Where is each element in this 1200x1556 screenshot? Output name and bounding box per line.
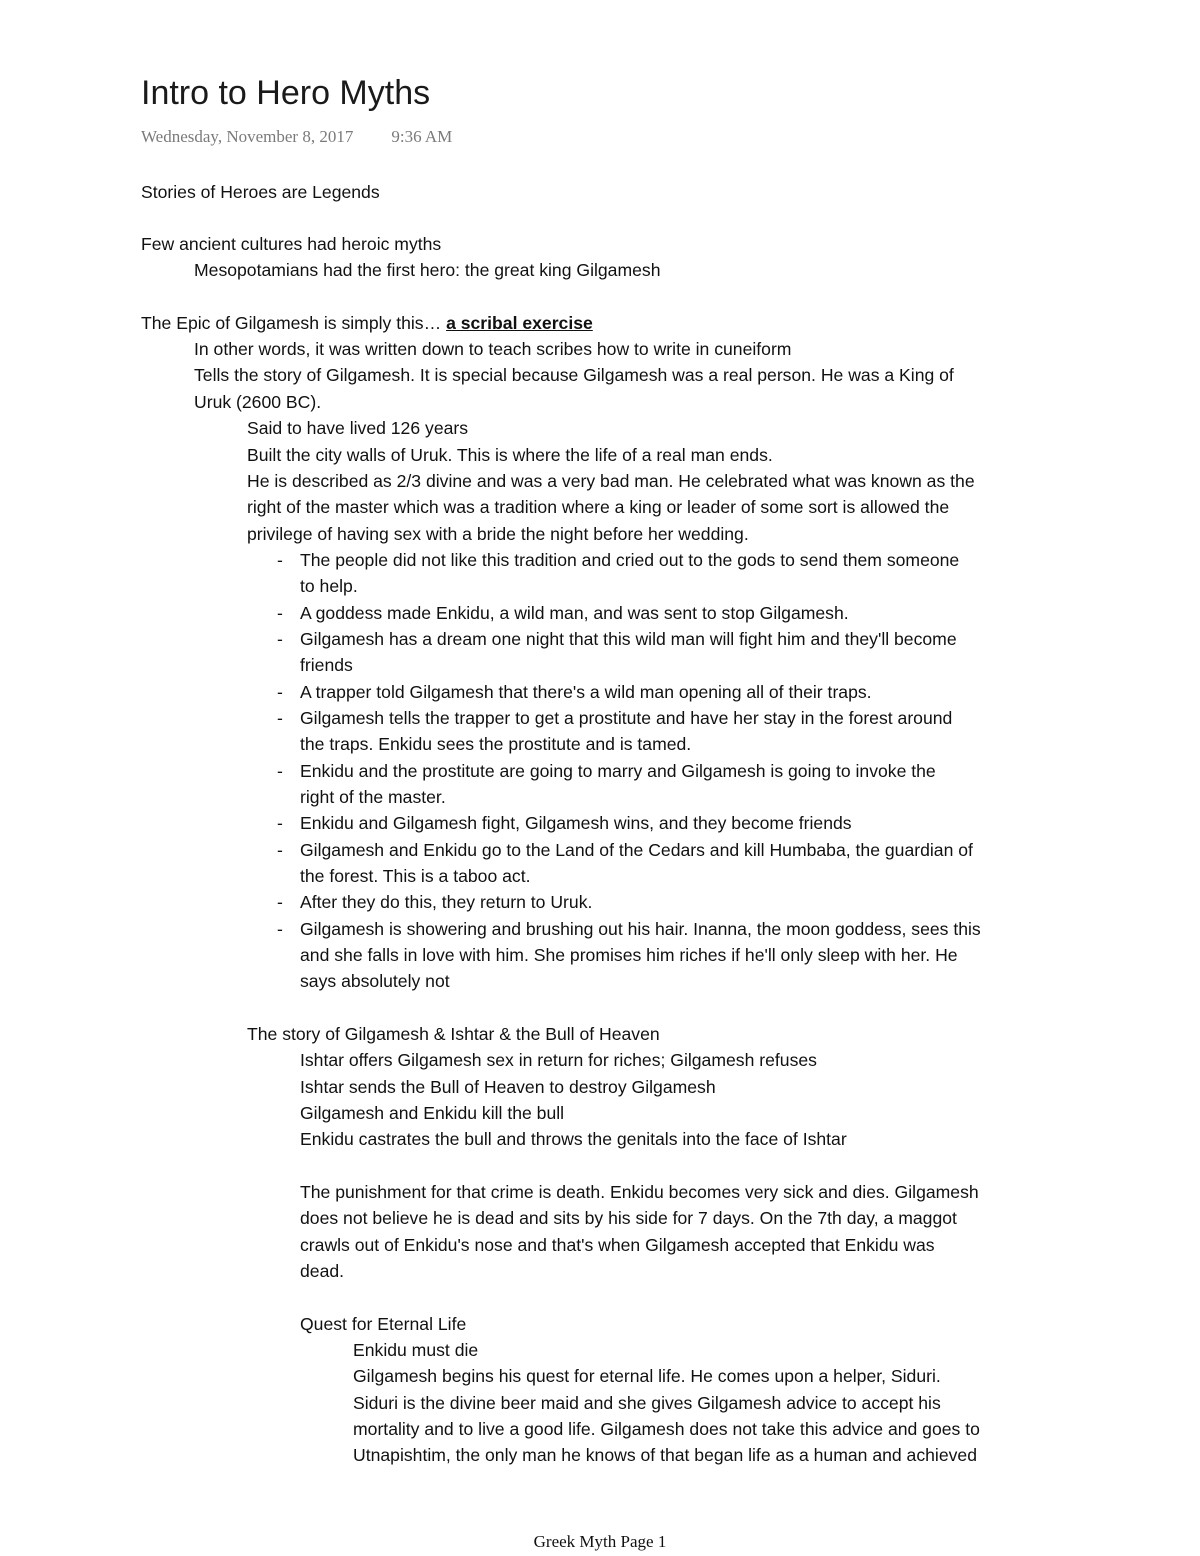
list-item: right of the master.	[300, 787, 446, 807]
list-item: Gilgamesh is showering and brushing out his hair. Inanna, the moon goddess, sees this	[300, 919, 981, 939]
text-line: The punishment for that crime is death. Enkidu becomes very sick and dies. Gilgamesh	[300, 1182, 979, 1202]
text-line: He is described as 2/3 divine and was a very bad man. He celebrated what was known as the	[247, 471, 975, 491]
text-line: Ishtar offers Gilgamesh sex in return for riches; Gilgamesh refuses	[300, 1050, 817, 1070]
list-item: Gilgamesh and Enkidu go to the Land of the Cedars and kill Humbaba, the guardian of	[300, 840, 973, 860]
text-line: does not believe he is dead and sits by his side for 7 days. On the 7th day, a maggot	[300, 1208, 957, 1228]
bullet-dash: -	[277, 708, 283, 728]
bullet-dash: -	[277, 761, 283, 781]
list-item: and she falls in love with him. She promises him riches if he'll only sleep with her. He	[300, 945, 958, 965]
note-date: Wednesday, November 8, 2017	[141, 127, 354, 146]
list-item: A goddess made Enkidu, a wild man, and was sent to stop Gilgamesh.	[300, 603, 849, 623]
list-item: Enkidu and Gilgamesh fight, Gilgamesh wins, and they become friends	[300, 813, 852, 833]
text-line: Mesopotamians had the first hero: the great king Gilgamesh	[194, 260, 661, 280]
list-item: the traps. Enkidu sees the prostitute and is tamed.	[300, 734, 692, 754]
list-item: A trapper told Gilgamesh that there's a wild man opening all of their traps.	[300, 682, 872, 702]
list-item: The people did not like this tradition and cried out to the gods to send them someone	[300, 550, 960, 570]
text-line: Tells the story of Gilgamesh. It is special because Gilgamesh was a real person. He was a King of	[194, 365, 954, 385]
list-item: the forest. This is a taboo act.	[300, 866, 531, 886]
page-footer: Greek Myth Page 1	[533, 1532, 667, 1551]
text-line: Few ancient cultures had heroic myths	[141, 234, 442, 254]
list-item: Gilgamesh tells the trapper to get a prostitute and have her stay in the forest around	[300, 708, 953, 728]
text-line: Said to have lived 126 years	[247, 418, 469, 438]
bullet-dash: -	[277, 840, 283, 860]
text-line: In other words, it was written down to teach scribes how to write in cuneiform	[194, 339, 792, 359]
text-line: Utnapishtim, the only man he knows of that began life as a human and achieved	[353, 1445, 977, 1465]
text-line: dead.	[300, 1261, 345, 1281]
text-line	[141, 310, 593, 336]
text-line: Gilgamesh begins his quest for eternal life. He comes upon a helper, Siduri.	[353, 1366, 941, 1386]
list-item: After they do this, they return to Uruk.	[300, 892, 593, 912]
bullet-dash: -	[277, 892, 283, 912]
text-line: Quest for Eternal Life	[300, 1314, 467, 1334]
list-item: Gilgamesh has a dream one night that this wild man will fight him and they'll become	[300, 629, 957, 649]
bullet-dash: -	[277, 550, 283, 570]
note-time: 9:36 AM	[391, 127, 453, 146]
text-run: The Epic of Gilgamesh is simply this…	[141, 313, 447, 333]
text-line: The story of Gilgamesh & Ishtar & the Bull of Heaven	[247, 1024, 660, 1044]
bullet-dash: -	[277, 813, 283, 833]
text-line: Built the city walls of Uruk. This is where the life of a real man ends.	[247, 445, 773, 465]
note-timestamp	[141, 127, 452, 147]
list-item: to help.	[300, 576, 358, 596]
text-line: right of the master which was a tradition where a king or leader of some sort is allowed the	[247, 497, 950, 517]
bullet-dash: -	[277, 682, 283, 702]
page-title: Intro to Hero Myths	[141, 74, 431, 112]
text-line: privilege of having sex with a bride the night before her wedding.	[247, 524, 749, 544]
text-line: Enkidu castrates the bull and throws the genitals into the face of Ishtar	[300, 1129, 847, 1149]
text-line: Siduri is the divine beer maid and she gives Gilgamesh advice to accept his	[353, 1393, 941, 1413]
emphasis-text: a scribal exercise	[446, 313, 593, 333]
bullet-dash: -	[277, 919, 283, 939]
list-item: says absolutely not	[300, 971, 450, 991]
text-line: Ishtar sends the Bull of Heaven to destroy Gilgamesh	[300, 1077, 716, 1097]
text-line: Gilgamesh and Enkidu kill the bull	[300, 1103, 565, 1123]
list-item: Enkidu and the prostitute are going to marry and Gilgamesh is going to invoke the	[300, 761, 936, 781]
text-line: Uruk (2600 BC).	[194, 392, 322, 412]
text-line: Stories of Heroes are Legends	[141, 182, 380, 202]
bullet-dash: -	[277, 629, 283, 649]
list-item: friends	[300, 655, 353, 675]
bullet-dash: -	[277, 603, 283, 623]
text-line: mortality and to live a good life. Gilgamesh does not take this advice and goes to	[353, 1419, 980, 1439]
text-line: Enkidu must die	[353, 1340, 479, 1360]
text-line: crawls out of Enkidu's nose and that's when Gilgamesh accepted that Enkidu was	[300, 1235, 935, 1255]
